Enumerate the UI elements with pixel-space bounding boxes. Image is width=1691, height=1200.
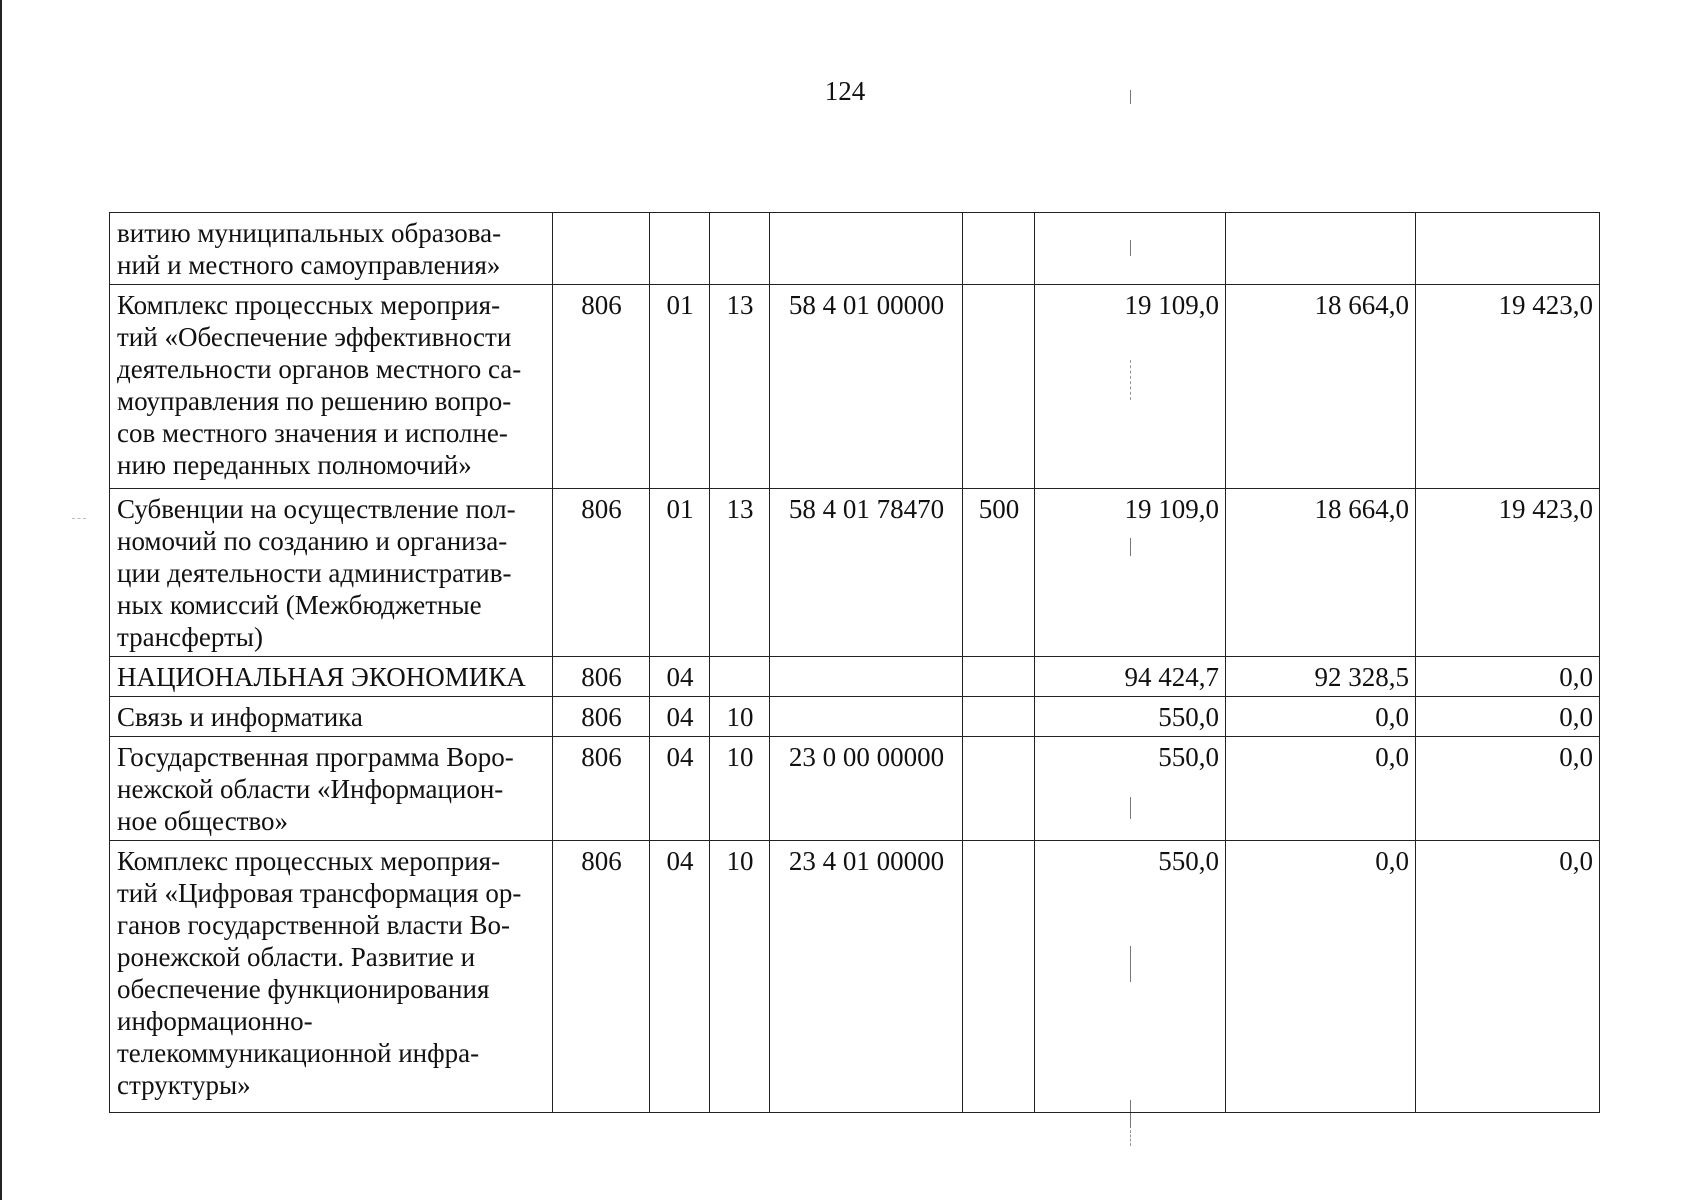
budget-table [109, 212, 1600, 1113]
amount-year2-cell: 0,0 [1226, 737, 1416, 841]
amount-year2-cell [1226, 213, 1416, 285]
subsection-cell: 13 [710, 285, 770, 489]
amount-year1-cell: 94 424,7 [1035, 657, 1226, 697]
grbs-cell: 806 [553, 697, 650, 737]
amount-year1-cell: 19 109,0 [1035, 285, 1226, 489]
amount-year1-cell: 550,0 [1035, 697, 1226, 737]
table-row [110, 489, 1600, 657]
table-body [110, 213, 1600, 1113]
target-article-cell: 58 4 01 00000 [770, 285, 963, 489]
subsection-cell: 10 [710, 697, 770, 737]
expense-type-cell [963, 841, 1035, 1113]
amount-year3-cell: 19 423,0 [1416, 285, 1600, 489]
amount-year1-cell: 550,0 [1035, 841, 1226, 1113]
section-cell: 04 [650, 697, 710, 737]
table-row [110, 213, 1600, 285]
page-number: 124 [824, 76, 866, 106]
expense-type-cell: 500 [963, 489, 1035, 657]
amount-year2-cell: 18 664,0 [1226, 285, 1416, 489]
amount-year2-cell: 92 328,5 [1226, 657, 1416, 697]
target-article-cell: 58 4 01 78470 [770, 489, 963, 657]
section-cell: 01 [650, 489, 710, 657]
section-cell: 01 [650, 285, 710, 489]
target-article-cell: 23 0 00 00000 [770, 737, 963, 841]
grbs-cell: 806 [553, 489, 650, 657]
section-cell: 04 [650, 737, 710, 841]
grbs-cell: 806 [553, 285, 650, 489]
description-cell: НАЦИОНАЛЬНАЯ ЭКОНОМИКА [110, 657, 553, 697]
description-cell: Комплекс процессных мероприя- тий «Цифровая трансформация ор- ганов государственной власти Во- ронежской области. Развитие и обеспечение функционирования информационно- телекоммуникационной инфра- структуры» [110, 841, 553, 1113]
amount-year2-cell: 18 664,0 [1226, 489, 1416, 657]
amount-year1-cell: 550,0 [1035, 737, 1226, 841]
description-cell: витию муниципальных образова- ний и местного самоуправления» [110, 213, 553, 285]
description-cell: Связь и информатика [110, 697, 553, 737]
description-cell: Государственная программа Воро- нежской области «Информацион- ное общество» [110, 737, 553, 841]
subsection-cell [710, 657, 770, 697]
table-row [110, 841, 1600, 1113]
grbs-cell: 806 [553, 657, 650, 697]
scan-mark [1130, 90, 1131, 104]
table-row [110, 737, 1600, 841]
scan-mark [1130, 1130, 1131, 1146]
target-article-cell [770, 213, 963, 285]
target-article-cell [770, 657, 963, 697]
amount-year3-cell: 0,0 [1416, 657, 1600, 697]
section-cell: 04 [650, 657, 710, 697]
scan-mark [72, 518, 86, 519]
amount-year2-cell: 0,0 [1226, 697, 1416, 737]
section-cell [650, 213, 710, 285]
section-cell: 04 [650, 841, 710, 1113]
amount-year3-cell: 19 423,0 [1416, 489, 1600, 657]
expense-type-cell [963, 737, 1035, 841]
table-row [110, 285, 1600, 489]
subsection-cell: 10 [710, 841, 770, 1113]
table-row [110, 657, 1600, 697]
expense-type-cell [963, 657, 1035, 697]
expense-type-cell [963, 285, 1035, 489]
grbs-cell: 806 [553, 737, 650, 841]
amount-year1-cell: 19 109,0 [1035, 489, 1226, 657]
amount-year2-cell: 0,0 [1226, 841, 1416, 1113]
amount-year3-cell [1416, 213, 1600, 285]
expense-type-cell [963, 213, 1035, 285]
target-article-cell [770, 697, 963, 737]
amount-year1-cell [1035, 213, 1226, 285]
amount-year3-cell: 0,0 [1416, 737, 1600, 841]
subsection-cell [710, 213, 770, 285]
amount-year3-cell: 0,0 [1416, 697, 1600, 737]
amount-year3-cell: 0,0 [1416, 841, 1600, 1113]
scan-edge [0, 0, 2, 1200]
description-cell: Субвенции на осуществление пол- номочий по созданию и организа- ции деятельности административ- ных комиссий (Межбюджетные трансферты) [110, 489, 553, 657]
target-article-cell: 23 4 01 00000 [770, 841, 963, 1113]
subsection-cell: 10 [710, 737, 770, 841]
expense-type-cell [963, 697, 1035, 737]
subsection-cell: 13 [710, 489, 770, 657]
grbs-cell: 806 [553, 841, 650, 1113]
description-cell: Комплекс процессных мероприя- тий «Обеспечение эффективности деятельности органов местного са- моуправления по решению вопро- сов местного значения и исполне- нию переданных полномочий» [110, 285, 553, 489]
grbs-cell [553, 213, 650, 285]
table-row [110, 697, 1600, 737]
